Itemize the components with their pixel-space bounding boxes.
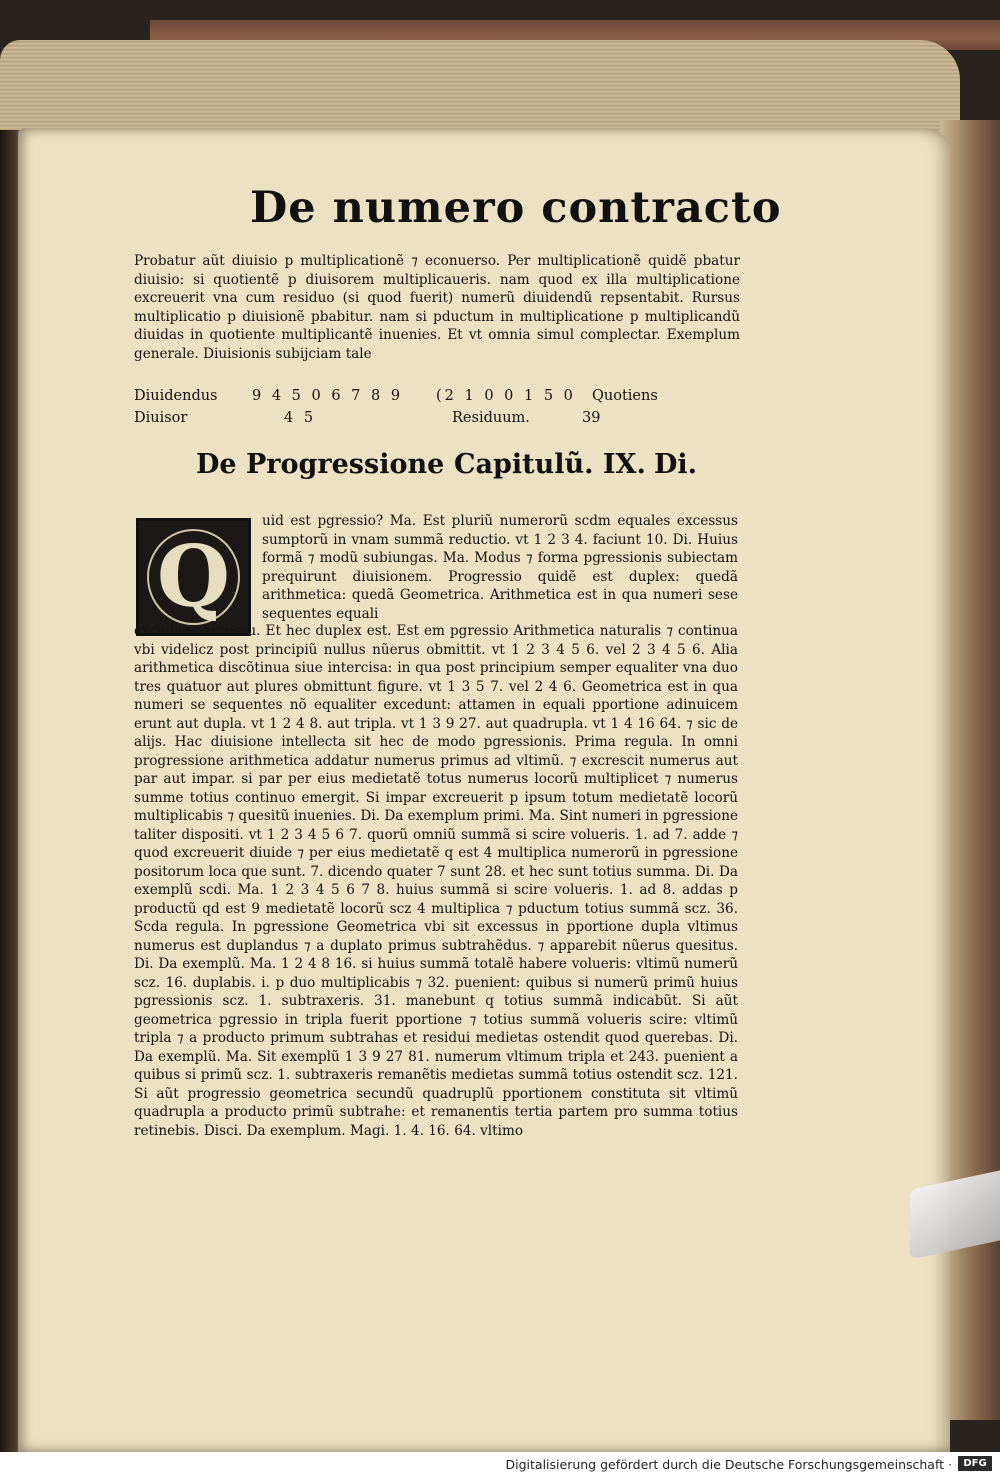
dividend-label: Diuidendus [134, 388, 218, 404]
initial-letter: Q [156, 527, 231, 626]
division-row-divisor [134, 410, 740, 432]
chapter-heading [196, 449, 736, 489]
division-example [134, 388, 740, 432]
dividend-value: 9 4 5 0 6 7 8 9 [252, 388, 404, 404]
quotient-value: (2 1 0 0 1 5 0 [436, 388, 576, 404]
quotient-label: Quotiens [592, 388, 658, 404]
residue-value: 39 [582, 410, 601, 426]
decorated-initial [136, 518, 251, 636]
dfg-logo: DFG [958, 1456, 992, 1471]
chapter-body [134, 622, 738, 1140]
chapter-first-text: uid est pgressio? Ma. Est pluriũ numerorũ scdm equales excessus sumptorũ in vnam summã reductio. vt 1 2 3 4. faciunt 10. Di. Huius formã ⁊ modũ subiungas. Ma. Modus ⁊ forma pgressionis subiectam prequirunt diuisionem. Progressio quidẽ est duplex: quedã arithmetica: quedã Geometrica. Arithmetica est in qua numeri sese sequentes equali [262, 513, 738, 622]
divisor-value: 4 5 [284, 410, 317, 426]
chapter-first-paragraph [262, 512, 738, 623]
chapter-body-text: excedunt excessu. Et hec duplex est. Est em pgressio Arithmetica naturalis ⁊ continua vbi videlicz post principiũ nullus nũerus obmittit. vt 1 2 3 4 5 6. vel 2 3 4 5 6. Alia arithmetica discõtinua siue intercisa: in qua post principium semper equaliter vna duo tres quatuor aut plures obmittunt figure. vt 1 3 5 7. vel 2 4 6. Geometrica est in qua numeri se sequentes nõ equaliter excedunt: attamen in equali pportione adinuicem erunt aut dupla. vt 1 2 4 8. aut tripla. vt 1 3 9 27. aut quadrupla. vt 1 4 16 64. ⁊ sic de alijs. Hac diuisione intellecta sit hec de modo pgressionis. Prima regula. In omni progressione arithmetica addatur numerus primus ad vltimũ. ⁊ excrescit numerus aut par aut impar. si par per eius medietatẽ totus numerus locorũ multiplicet ⁊ numerus summe totius continuo emergit. Si impar excreuerit p ipsum totum medietatẽ locorũ multiplicabis ⁊ quesitũ inuenies. Di. Da exemplum primi. Ma. Sint numeri in pgressione taliter dispositi. vt 1 2 3 4 5 6 7. quorũ omniũ summã si scire volueris. 1. ad 7. adde ⁊ quod excreuerit diuide ⁊ per eius medietatẽ q est 4 multiplica numerorũ in pgressione positorum loca que sunt. 7. dicendo quater 7 sunt 28. et hec sunt totius summa. Di. Da exemplũ scdi. Ma. 1 2 3 4 5 6 7 8. huius summã si scire volueris. 1. ad 8. addas p productũ qd est 9 medietatẽ locorũ scz 4 multiplica ⁊ pductum totius summã scz. 36. Scda regula. In pgressione Geometrica vbi sit excessus in pportione dupla vltimus numerus est duplandus ⁊ a duplato primus subtrahẽdus. ⁊ apparebit nũerus quesitus. Di. Da exemplũ. Ma. 1 2 4 8 16. si huius summã totalẽ habere volueris: vltimũ numerũ scz. 16. duplabis. i. p duo multiplicabis ⁊ 32. puenient: quibus si numerũ primũ huius pgressionis scz. 1. subtraxeris. 31. manebunt q totius summã indicabũt. Si aũt geometrica pgressio in tripla fuerit pportione ⁊ totius summã volueris scire: vltimũ tripla ⁊ a producto primum subtrahas et residui medietas ostendit quod querebas. Di. Da exemplũ. Ma. Sit exemplũ 1 3 9 27 81. numerum vltimum tripla et 243. puenient a quibus si primũ scz. 1. subtraxeris remanẽtis medietas summã totius ostendit scz. 121. Si aũt progressio geometrica secundũ quadruplũ pportionem constituta sit vltimũ quadrupla a producto primũ subtrahe: et remanentis tertia partem pro summa totius retinebis. Disci. Da exemplum. Magi. 1. 4. 16. 64. vltimo [134, 623, 738, 1139]
chapter-speaker: Di. [654, 449, 698, 480]
divisor-label: Diuisor [134, 410, 188, 426]
footer-credit: Digitalisierung gefördert durch die Deutsche Forschungsgemeinschaft · [505, 1457, 952, 1472]
digitization-footer [0, 1452, 1000, 1477]
chapter-number: Capitulũ. IX. [454, 449, 646, 480]
intro-paragraph [134, 252, 740, 363]
chapter-title: De Progressione [196, 449, 445, 480]
page-edges-top [0, 40, 960, 140]
running-headline: De numero contracto [250, 183, 782, 233]
division-row-dividend [134, 388, 740, 410]
residue-label: Residuum. [452, 410, 530, 426]
intro-text: Probatur aũt diuisio p multiplicationẽ ⁊ econuerso. Per multiplicationẽ quidẽ pbatur diuisio: si quotientẽ p diuisorem multiplicaueris. nam quod ex illa multiplicatione excreuerit vna cum residuo (si quod fuerit) numerũ diuidendũ repsentabit. Rursus multiplicatio p diuisionẽ pbabitur. nam si pductum in multiplicatione p multiplicandũ diuidas in quotiente multiplicantẽ inuenies. Et vt omnia simul complectar. Exemplum generale. Diuisionis subijciam tale [134, 253, 740, 362]
